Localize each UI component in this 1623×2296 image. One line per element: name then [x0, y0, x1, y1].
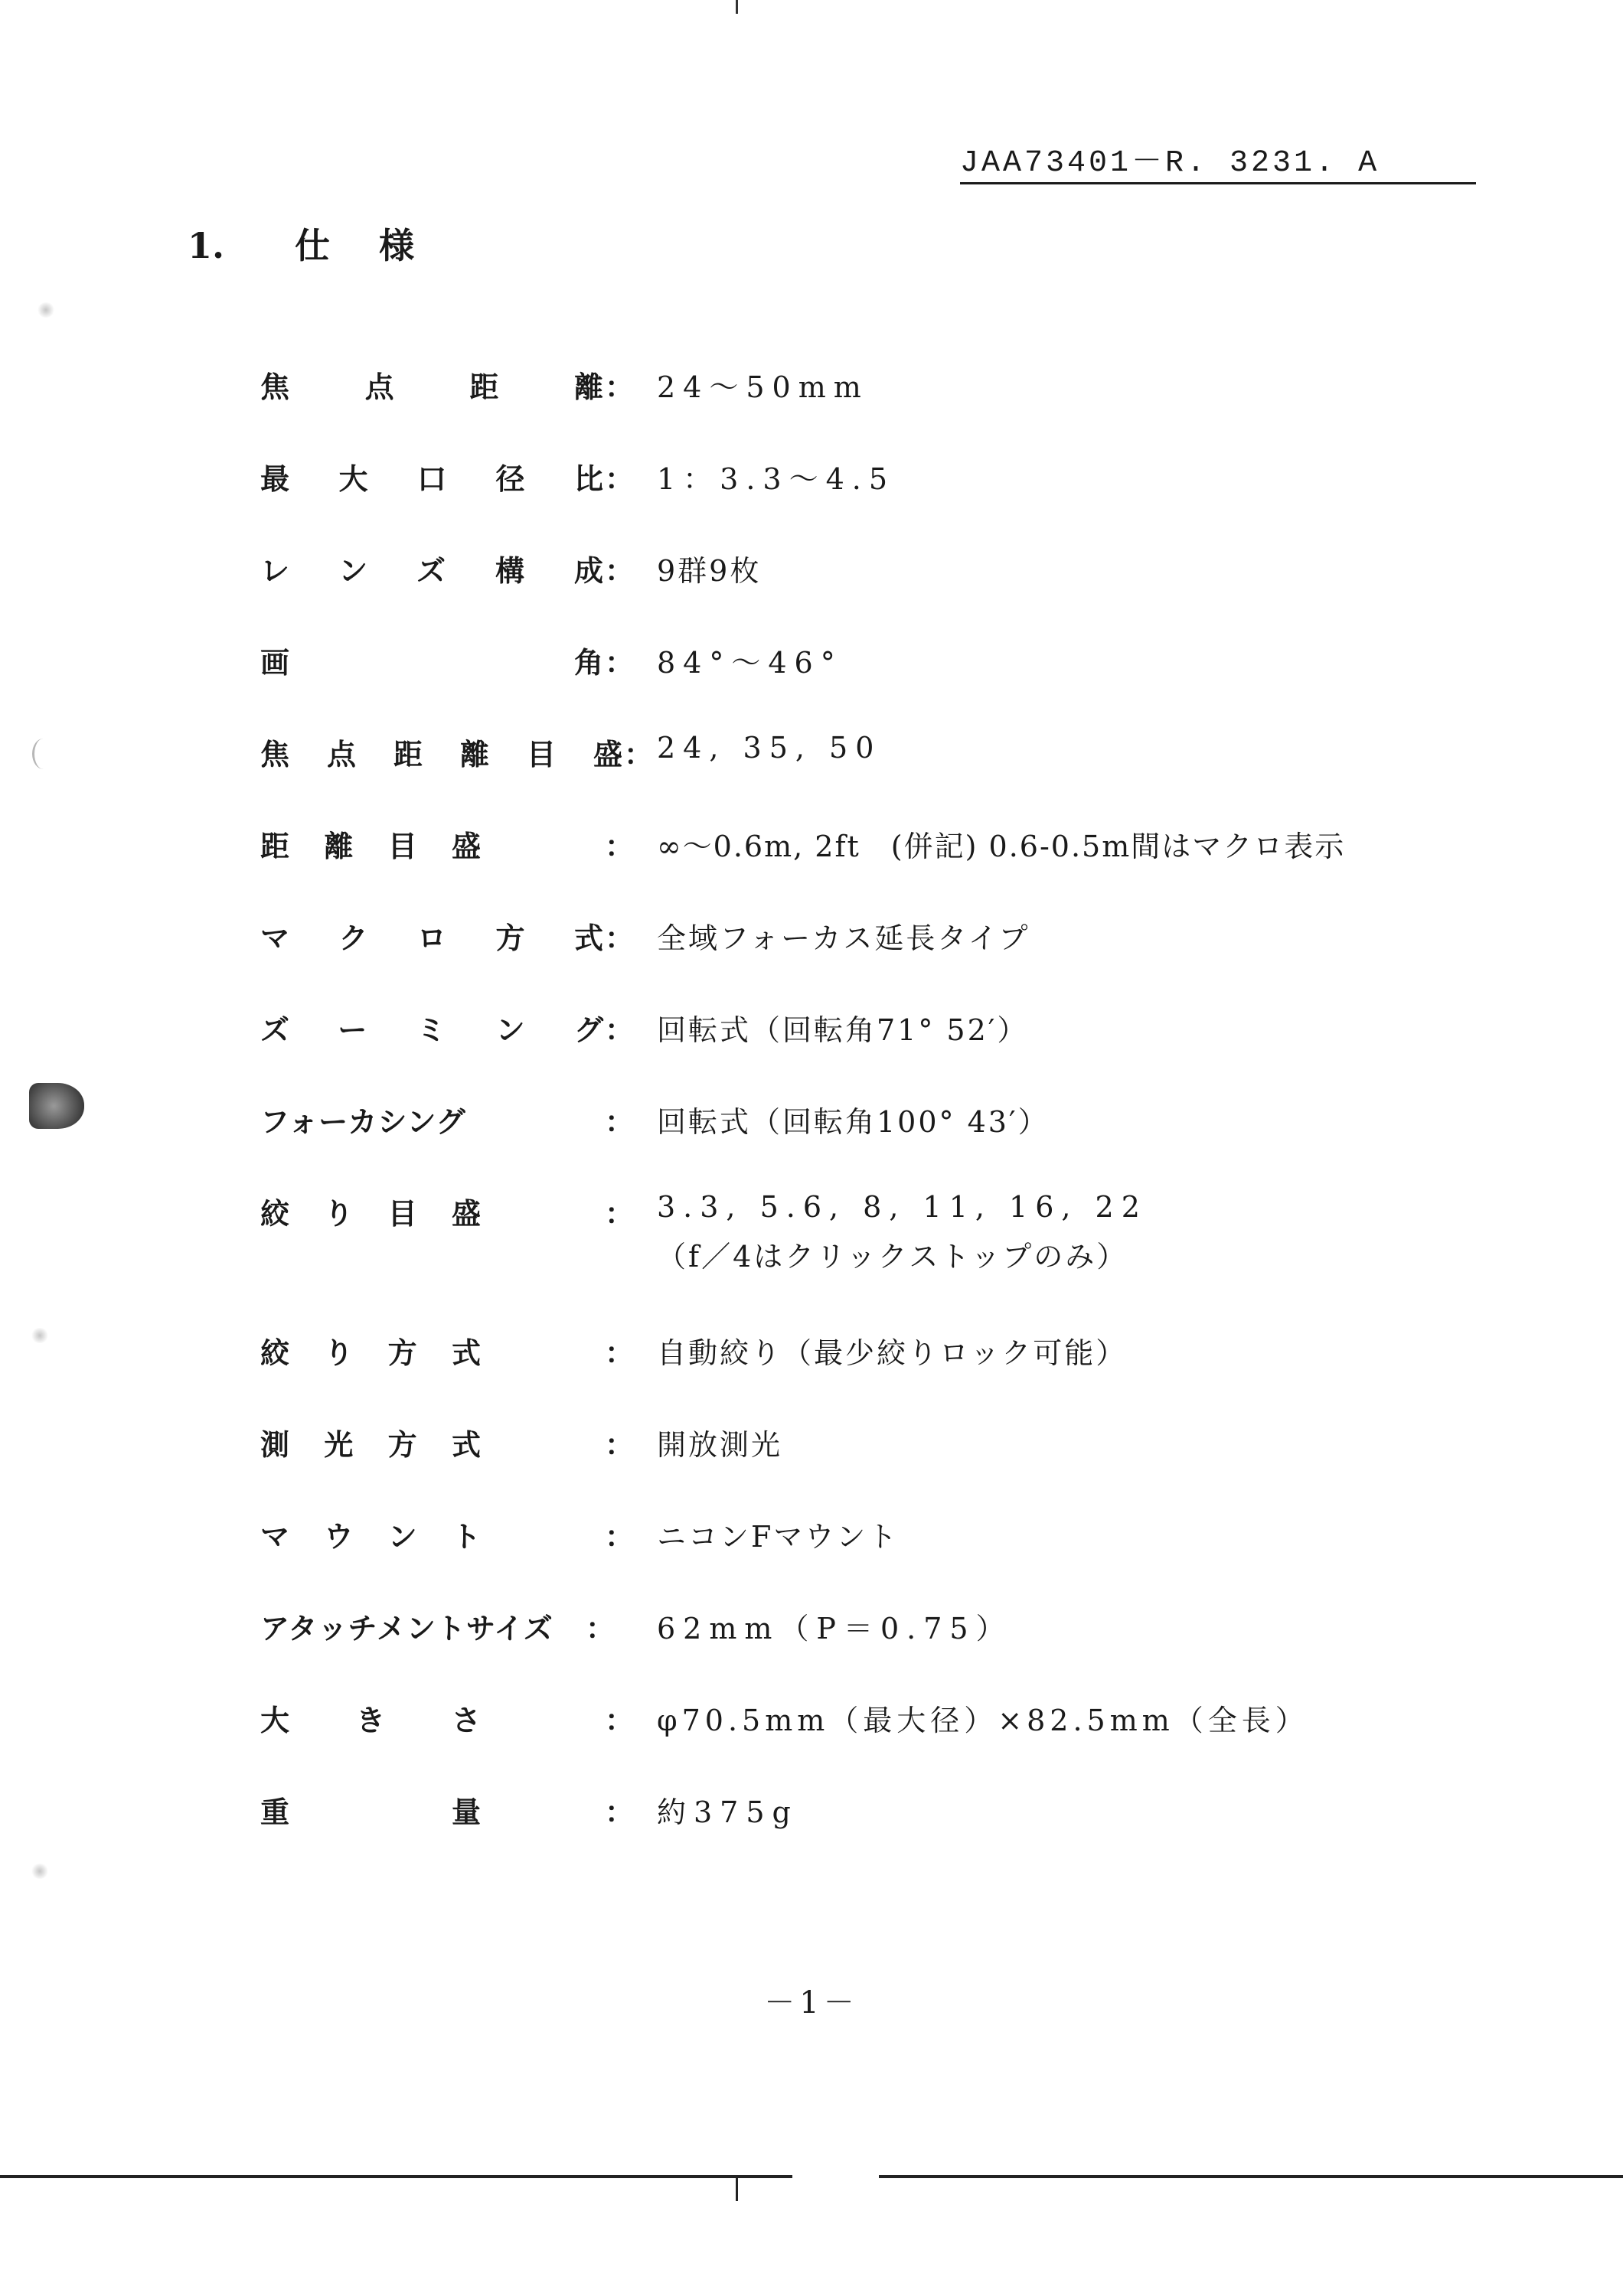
spec-value: ニコンFマウント — [657, 1520, 900, 1554]
scan-speck — [31, 1328, 49, 1343]
spec-label-text: フォーカシング — [260, 1104, 466, 1139]
spec-label-text: 重量 — [260, 1795, 482, 1829]
spec-row-zooming — [260, 1006, 1485, 1068]
spec-row-angle-of-view — [260, 639, 1485, 700]
section-heading — [188, 218, 463, 269]
spec-label: マウント ： — [260, 1513, 643, 1555]
spec-label: 焦点距離 ： — [260, 364, 643, 406]
spec-label: レンズ構成 ： — [260, 547, 643, 589]
spec-label: 重量 ： — [260, 1789, 643, 1831]
spec-label-text: 大きさ — [260, 1703, 482, 1737]
spec-label: 絞り目盛 ： — [260, 1190, 643, 1232]
footer-rule — [0, 2175, 792, 2178]
spec-value: 全域フォーカス延長タイプ — [657, 921, 1030, 955]
spec-label: 画角 ： — [260, 639, 643, 681]
spec-value: 自動絞り（最少絞りロック可能） — [657, 1336, 1128, 1370]
spec-label: 最大口径比 ： — [260, 455, 643, 497]
spec-label: 絞り方式 ： — [260, 1329, 643, 1371]
spec-row-focal-length-scale — [260, 731, 1485, 792]
section-number: 1. — [188, 225, 225, 266]
spec-label: フォーカシング ： — [260, 1098, 643, 1140]
footer-rule — [879, 2175, 1623, 2178]
spec-value: 24〜50mm — [657, 370, 869, 404]
spec-value-line: 3.3, 5.6, 8, 11, 16, 22 — [657, 1190, 1148, 1224]
spec-label: 測光方式 ： — [260, 1421, 643, 1463]
document-id: JAA73401－R. 3231. A — [960, 136, 1476, 184]
spec-label-text: 測光方式 — [260, 1427, 482, 1462]
spec-row-metering-method — [260, 1421, 1485, 1482]
spec-row-lens-construction — [260, 547, 1485, 608]
spec-label: 大きさ ： — [260, 1697, 643, 1739]
spec-label-text: マクロ方式 — [260, 921, 605, 955]
spec-label-text: 絞り目盛 — [260, 1196, 482, 1231]
binder-hole-mark — [29, 1083, 84, 1129]
footer-tick — [736, 2175, 738, 2201]
spec-label-text: ズーミング — [260, 1013, 605, 1047]
spec-label: アタッチメントサイズ ： — [260, 1605, 643, 1647]
spec-row-attachment-size — [260, 1605, 1485, 1666]
scan-speck — [32, 739, 54, 769]
spec-label: 焦点距離目盛 ： — [260, 731, 643, 773]
spec-label-text: 焦点距離目盛 — [260, 737, 624, 771]
spec-value: 9群9枚 — [657, 554, 762, 588]
page-number: －1－ — [764, 1985, 859, 2020]
spec-row-distance-scale — [260, 823, 1485, 884]
spec-row-max-aperture — [260, 455, 1485, 517]
spec-label-text: 最大口径比 — [260, 461, 605, 496]
spec-row-mount — [260, 1513, 1485, 1574]
spec-row-dimensions — [260, 1697, 1485, 1758]
spec-row-aperture-method — [260, 1329, 1485, 1391]
spec-label-text: 焦点距離 — [260, 370, 605, 404]
spec-label: マクロ方式 ： — [260, 915, 643, 957]
spec-value-note: （f／4はクリックストップのみ） — [657, 1240, 1128, 1274]
spec-row-focal-length — [260, 364, 1485, 425]
spec-value: 約375g — [657, 1795, 798, 1829]
spec-value: 開放測光 — [657, 1428, 783, 1462]
section-title: 仕様 — [295, 225, 463, 266]
spec-row-macro-method — [260, 915, 1485, 976]
spec-value: 回転式（回転角71° 52′） — [657, 1013, 1029, 1047]
spec-value: 62mm（P＝0.75） — [657, 1612, 1013, 1645]
scan-speck — [37, 302, 55, 318]
spec-value: 回転式（回転角100° 43′） — [657, 1105, 1050, 1139]
spec-row-weight — [260, 1789, 1485, 1850]
spec-label-text: アタッチメントサイズ — [260, 1611, 554, 1645]
spec-label-text: 画角 — [260, 645, 605, 680]
spec-value — [657, 1190, 1148, 1275]
spec-label-text: 絞り方式 — [260, 1336, 482, 1370]
spec-value: 84°〜46° — [657, 646, 843, 680]
spec-label-text: 距離目盛 — [260, 829, 482, 863]
scan-speck — [31, 1864, 49, 1879]
spec-label: 距離目盛 ： — [260, 823, 643, 865]
spec-row-focusing — [260, 1098, 1485, 1159]
spec-label-text: レンズ構成 — [260, 553, 605, 588]
spec-value: 24, 35, 50 — [657, 731, 882, 765]
scan-top-tick — [736, 0, 738, 14]
spec-row-aperture-scale — [260, 1190, 1485, 1297]
spec-value: 1：3.3〜4.5 — [657, 462, 896, 496]
spec-value: φ70.5mm（最大径）×82.5mm（全長） — [657, 1704, 1309, 1737]
spec-label-text: マウント — [260, 1519, 482, 1554]
spec-value: ∞〜0.6m, 2ft (併記) 0.6-0.5m間はマクロ表示 — [657, 830, 1346, 863]
spec-label: ズーミング ： — [260, 1006, 643, 1049]
